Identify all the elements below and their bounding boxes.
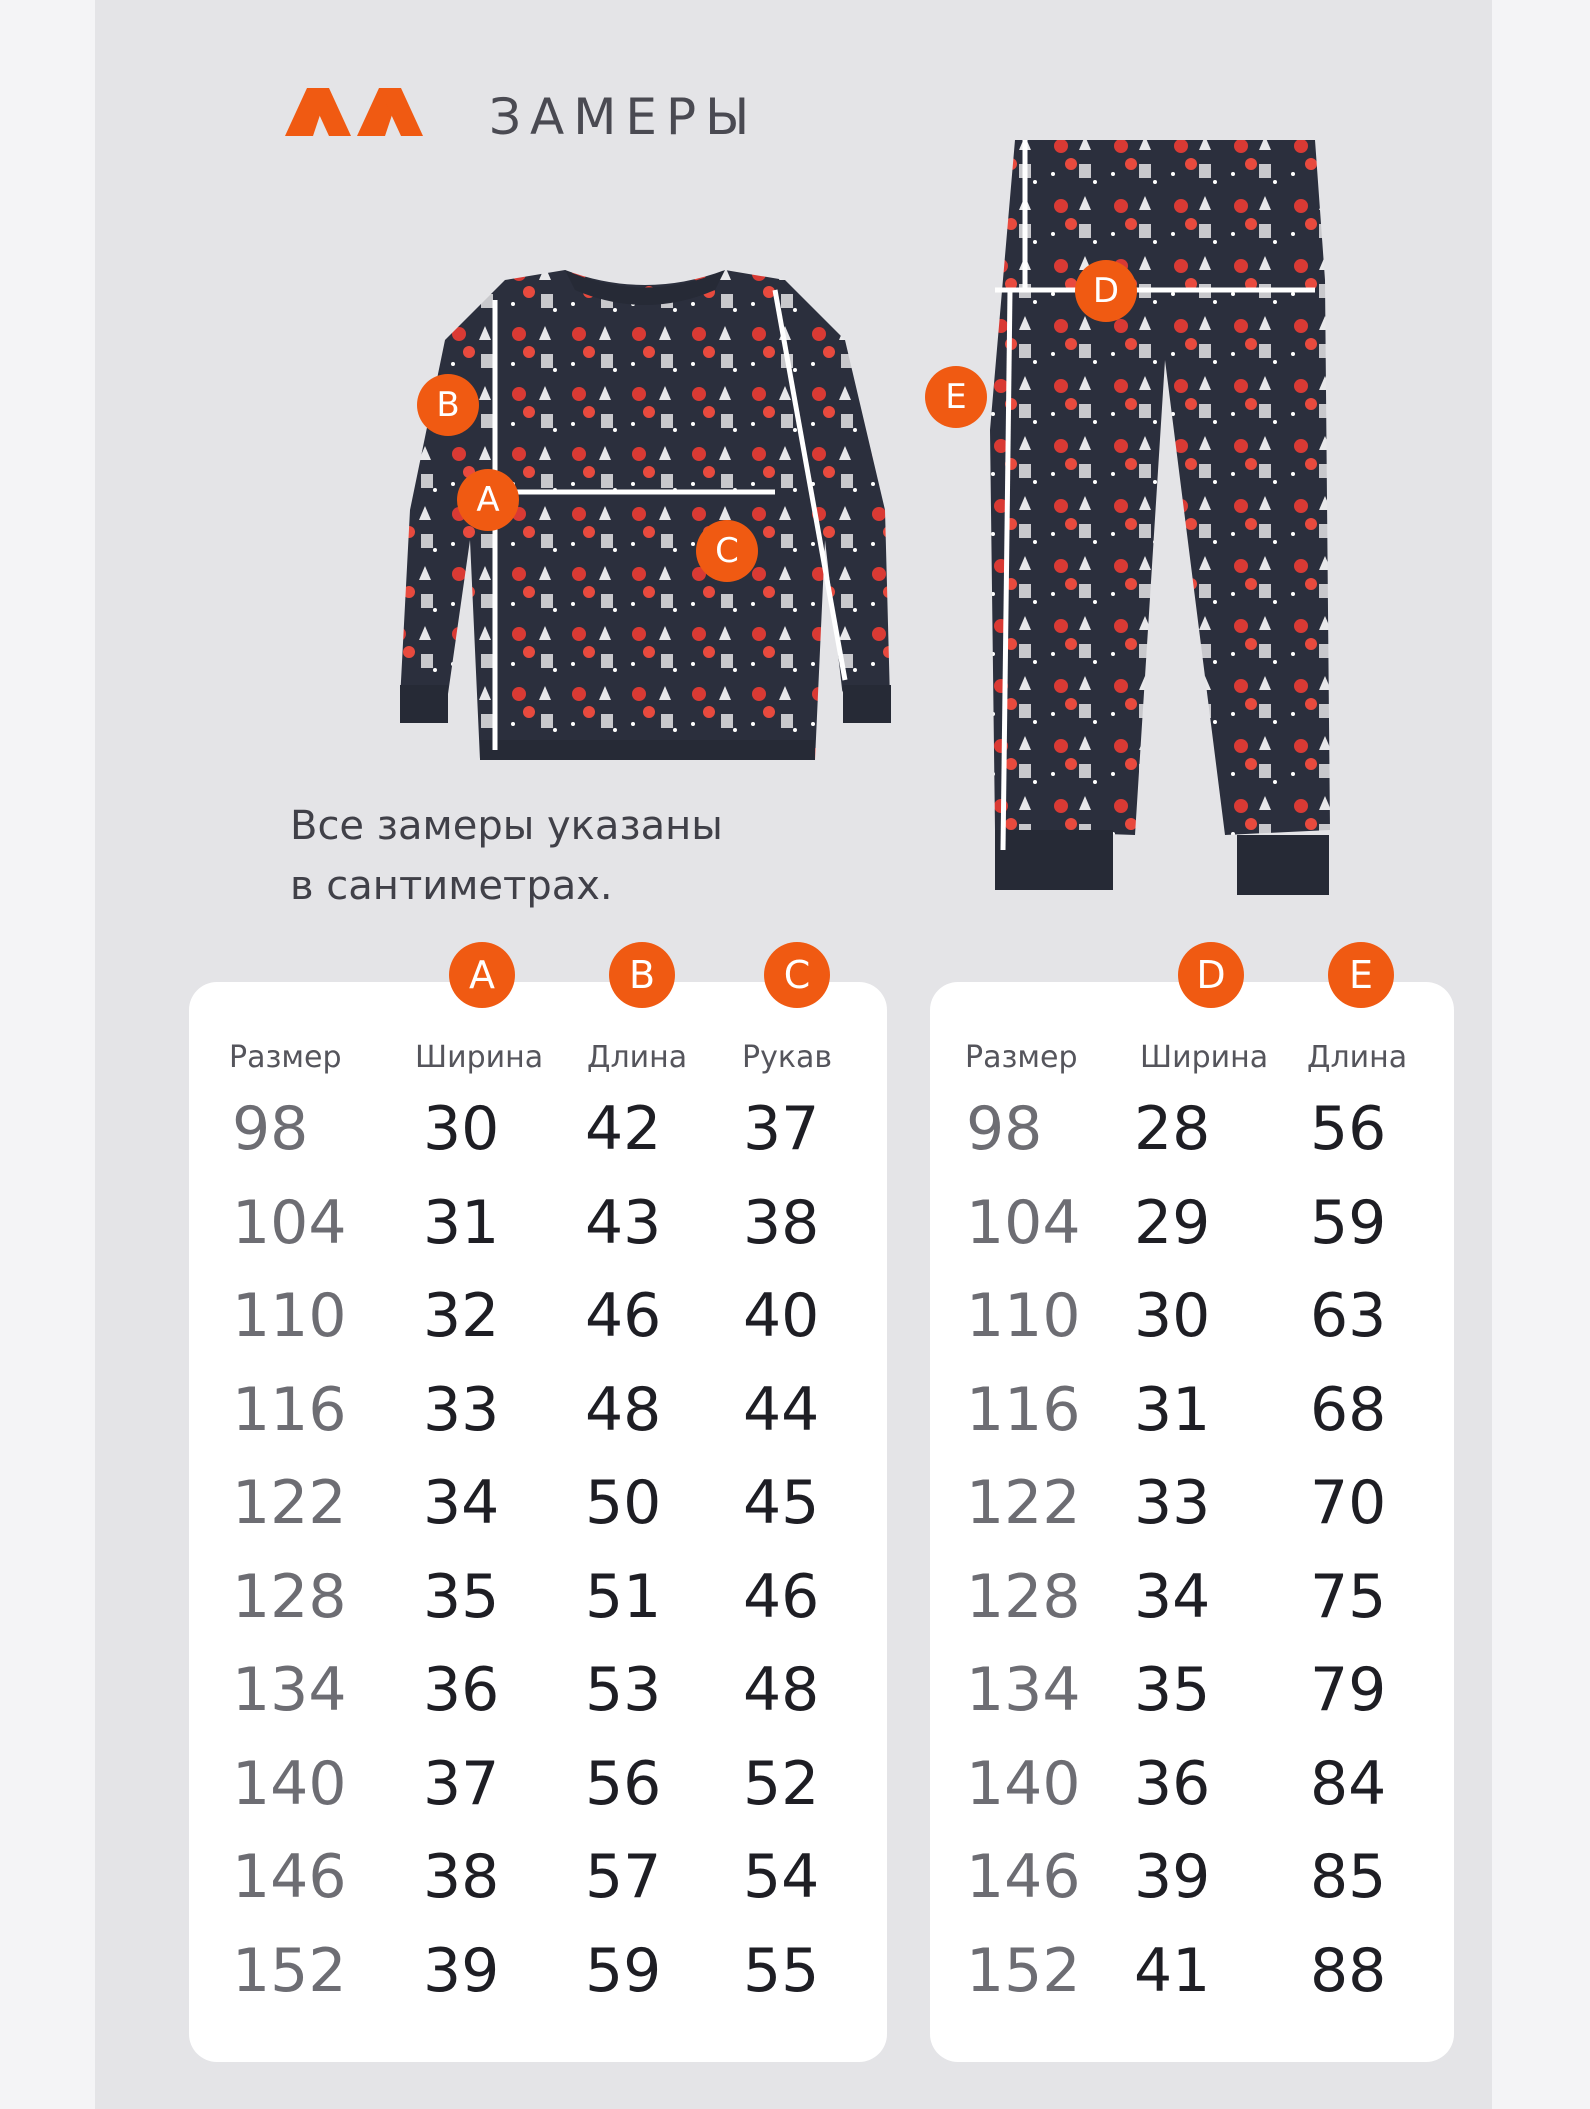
table-cell: 48: [585, 1374, 662, 1445]
marker-a: A: [457, 469, 519, 531]
table-cell: 51: [585, 1561, 662, 1632]
marker-b: B: [417, 374, 479, 436]
size-cell: 134: [966, 1655, 1081, 1725]
size-cell: 128: [966, 1561, 1081, 1632]
table-cell: 34: [423, 1468, 500, 1538]
table-cell: 70: [1310, 1468, 1387, 1538]
table-cell: 55: [743, 1935, 820, 2006]
size-cell: 146: [232, 1842, 347, 1912]
table-cell: 54: [743, 1842, 820, 1912]
table-cell: 63: [1310, 1281, 1387, 1351]
table-cell: 30: [1134, 1281, 1211, 1351]
table-cell: 29: [1134, 1187, 1211, 1258]
size-cell: 140: [966, 1748, 1081, 1819]
size-cell: 134: [232, 1655, 347, 1725]
table-cell: 40: [743, 1281, 820, 1351]
column-header-length: Длина: [587, 1040, 688, 1075]
page-title: ЗАМЕРЫ: [489, 88, 759, 146]
table-cell: 31: [1134, 1374, 1211, 1445]
size-cell: 152: [232, 1935, 347, 2006]
table-cell: 46: [743, 1561, 820, 1632]
column-marker-b: B: [609, 942, 675, 1008]
table-cell: 46: [585, 1281, 662, 1351]
marker-d: D: [1075, 260, 1137, 322]
brand-logo: [285, 88, 425, 136]
table-cell: 75: [1310, 1561, 1387, 1632]
marker-c: C: [696, 520, 758, 582]
table-cell: 39: [1134, 1842, 1211, 1912]
table-cell: 59: [1310, 1187, 1387, 1258]
size-cell: 98: [966, 1094, 1043, 1164]
table-cell: 50: [585, 1468, 662, 1538]
table-cell: 31: [423, 1187, 500, 1258]
table-cell: 56: [585, 1748, 662, 1819]
table-cell: 33: [1134, 1468, 1211, 1538]
column-header-size: Размер: [965, 1040, 1078, 1075]
table-cell: 56: [1310, 1094, 1387, 1164]
column-marker-e: E: [1328, 942, 1394, 1008]
table-cell: 32: [423, 1281, 500, 1351]
size-cell: 122: [232, 1468, 347, 1538]
table-cell: 68: [1310, 1374, 1387, 1445]
pants-illustration: [985, 130, 1345, 900]
table-cell: 48: [743, 1655, 820, 1725]
table-cell: 42: [585, 1094, 662, 1164]
table-cell: 41: [1134, 1935, 1211, 2006]
table-cell: 37: [423, 1748, 500, 1819]
size-cell: 140: [232, 1748, 347, 1819]
table-cell: 88: [1310, 1935, 1387, 2006]
table-cell: 44: [743, 1374, 820, 1445]
column-header-width: Ширина: [415, 1040, 544, 1075]
size-cell: 122: [966, 1468, 1081, 1538]
table-cell: 38: [743, 1187, 820, 1258]
column-marker-d: D: [1178, 942, 1244, 1008]
table-cell: 30: [423, 1094, 500, 1164]
table-cell: 38: [423, 1842, 500, 1912]
shirt-size-table: [189, 953, 887, 2062]
table-cell: 39: [423, 1935, 500, 2006]
table-cell: 37: [743, 1094, 820, 1164]
column-marker-c: C: [764, 942, 830, 1008]
measurement-note: [290, 796, 850, 916]
column-header-length: Длина: [1307, 1040, 1408, 1075]
table-cell: 34: [1134, 1561, 1211, 1632]
table-cell: 79: [1310, 1655, 1387, 1725]
size-cell: 116: [232, 1374, 347, 1445]
size-cell: 104: [966, 1187, 1081, 1258]
size-cell: 110: [966, 1281, 1081, 1351]
table-cell: 85: [1310, 1842, 1387, 1912]
table-cell: 84: [1310, 1748, 1387, 1819]
note-line-1: Все замеры указаны: [290, 803, 723, 849]
table-cell: 28: [1134, 1094, 1211, 1164]
table-cell: 53: [585, 1655, 662, 1725]
size-cell: 98: [232, 1094, 309, 1164]
table-cell: 43: [585, 1187, 662, 1258]
column-header-sleeve: Рукав: [742, 1040, 833, 1075]
column-marker-a: A: [449, 942, 515, 1008]
table-cell: 59: [585, 1935, 662, 2006]
size-cell: 104: [232, 1187, 347, 1258]
table-cell: 57: [585, 1842, 662, 1912]
size-cell: 110: [232, 1281, 347, 1351]
marker-e: E: [925, 366, 987, 428]
column-header-width: Ширина: [1140, 1040, 1269, 1075]
size-cell: 146: [966, 1842, 1081, 1912]
column-header-size: Размер: [229, 1040, 342, 1075]
table-cell: 52: [743, 1748, 820, 1819]
size-cell: 128: [232, 1561, 347, 1632]
note-line-2: в сантиметрах.: [290, 863, 613, 909]
table-cell: 33: [423, 1374, 500, 1445]
table-cell: 45: [743, 1468, 820, 1538]
size-cell: 116: [966, 1374, 1081, 1445]
table-cell: 35: [1134, 1655, 1211, 1725]
size-cell: 152: [966, 1935, 1081, 2006]
table-cell: 35: [423, 1561, 500, 1632]
table-cell: 36: [1134, 1748, 1211, 1819]
pants-size-table: [930, 953, 1454, 2062]
table-cell: 36: [423, 1655, 500, 1725]
